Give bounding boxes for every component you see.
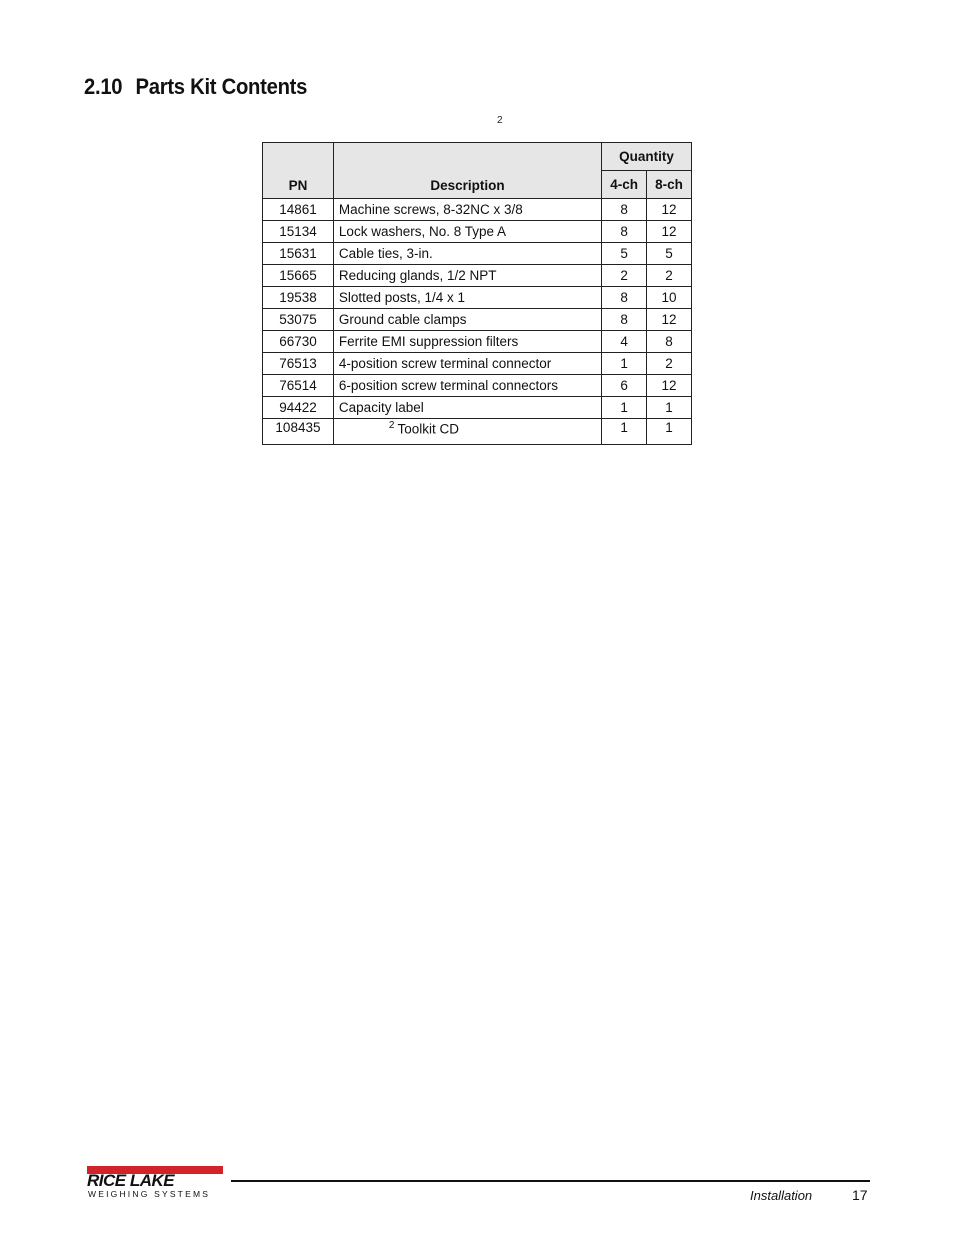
qty-4ch-cell: 2 xyxy=(602,265,647,287)
pn-cell: 19538 xyxy=(263,287,334,309)
qty-4ch-cell: 1 xyxy=(602,419,647,445)
footnote-superscript: 2 xyxy=(388,420,395,431)
pn-cell: 15665 xyxy=(263,265,334,287)
footnote-marker: 2 xyxy=(497,115,503,126)
qty-8ch-cell: 5 xyxy=(647,243,692,265)
description-cell: Reducing glands, 1/2 NPT xyxy=(333,265,601,287)
pn-cell: 76514 xyxy=(263,375,334,397)
qty-8ch-header: 8-ch xyxy=(647,171,692,199)
logo-subtext: WEIGHING SYSTEMS xyxy=(88,1189,211,1199)
qty-8ch-cell: 12 xyxy=(647,309,692,331)
rice-lake-logo xyxy=(87,1166,223,1200)
pn-cell: 53075 xyxy=(263,309,334,331)
qty-4ch-cell: 6 xyxy=(602,375,647,397)
description-cell: Cable ties, 3-in. xyxy=(333,243,601,265)
page-number: 17 xyxy=(852,1187,868,1203)
footer-rule xyxy=(231,1180,870,1182)
pn-header: PN xyxy=(263,143,334,199)
table-row xyxy=(263,331,692,353)
pn-cell: 94422 xyxy=(263,397,334,419)
table-row xyxy=(263,243,692,265)
description-cell: Lock washers, No. 8 Type A xyxy=(333,221,601,243)
pn-cell: 15631 xyxy=(263,243,334,265)
table-row xyxy=(263,375,692,397)
qty-8ch-cell: 12 xyxy=(647,375,692,397)
qty-8ch-cell: 12 xyxy=(647,221,692,243)
qty-4ch-cell: 8 xyxy=(602,199,647,221)
pn-cell: 108435 xyxy=(263,419,334,445)
description-header: Description xyxy=(333,143,601,199)
description-cell: Capacity label xyxy=(333,397,601,419)
description-cell: Machine screws, 8-32NC x 3/8 xyxy=(333,199,601,221)
table-row xyxy=(263,397,692,419)
table-row xyxy=(263,353,692,375)
description-cell xyxy=(333,419,601,445)
table-body xyxy=(263,199,692,445)
table-row xyxy=(263,419,692,445)
pn-cell: 15134 xyxy=(263,221,334,243)
qty-4ch-cell: 8 xyxy=(602,309,647,331)
description-text: Toolkit CD xyxy=(397,421,459,437)
qty-4ch-cell: 5 xyxy=(602,243,647,265)
qty-8ch-cell: 1 xyxy=(647,397,692,419)
table-row xyxy=(263,265,692,287)
qty-4ch-cell: 4 xyxy=(602,331,647,353)
qty-8ch-cell: 8 xyxy=(647,331,692,353)
table-row xyxy=(263,221,692,243)
quantity-header: Quantity xyxy=(602,143,692,171)
footer-section-name: Installation xyxy=(750,1188,813,1203)
pn-cell: 66730 xyxy=(263,331,334,353)
qty-8ch-cell: 2 xyxy=(647,265,692,287)
logo-text: RICE LAKE xyxy=(87,1171,175,1190)
description-cell: Ferrite EMI suppression filters xyxy=(333,331,601,353)
section-title: Parts Kit Contents xyxy=(135,74,308,99)
section-heading xyxy=(84,74,307,100)
qty-8ch-cell: 12 xyxy=(647,199,692,221)
table-row xyxy=(263,199,692,221)
table-row xyxy=(263,309,692,331)
qty-4ch-cell: 8 xyxy=(602,221,647,243)
qty-4ch-cell: 1 xyxy=(602,353,647,375)
parts-table xyxy=(262,142,692,445)
qty-8ch-cell: 1 xyxy=(647,419,692,445)
description-cell: 4-position screw terminal connector xyxy=(333,353,601,375)
qty-8ch-cell: 2 xyxy=(647,353,692,375)
qty-8ch-cell: 10 xyxy=(647,287,692,309)
description-cell: Slotted posts, 1/4 x 1 xyxy=(333,287,601,309)
qty-4ch-cell: 1 xyxy=(602,397,647,419)
pn-cell: 76513 xyxy=(263,353,334,375)
description-cell: 6-position screw terminal connectors xyxy=(333,375,601,397)
qty-4ch-header: 4-ch xyxy=(602,171,647,199)
description-cell: Ground cable clamps xyxy=(333,309,601,331)
pn-cell: 14861 xyxy=(263,199,334,221)
section-number: 2.10 xyxy=(84,74,123,99)
qty-4ch-cell: 8 xyxy=(602,287,647,309)
table-row xyxy=(263,287,692,309)
